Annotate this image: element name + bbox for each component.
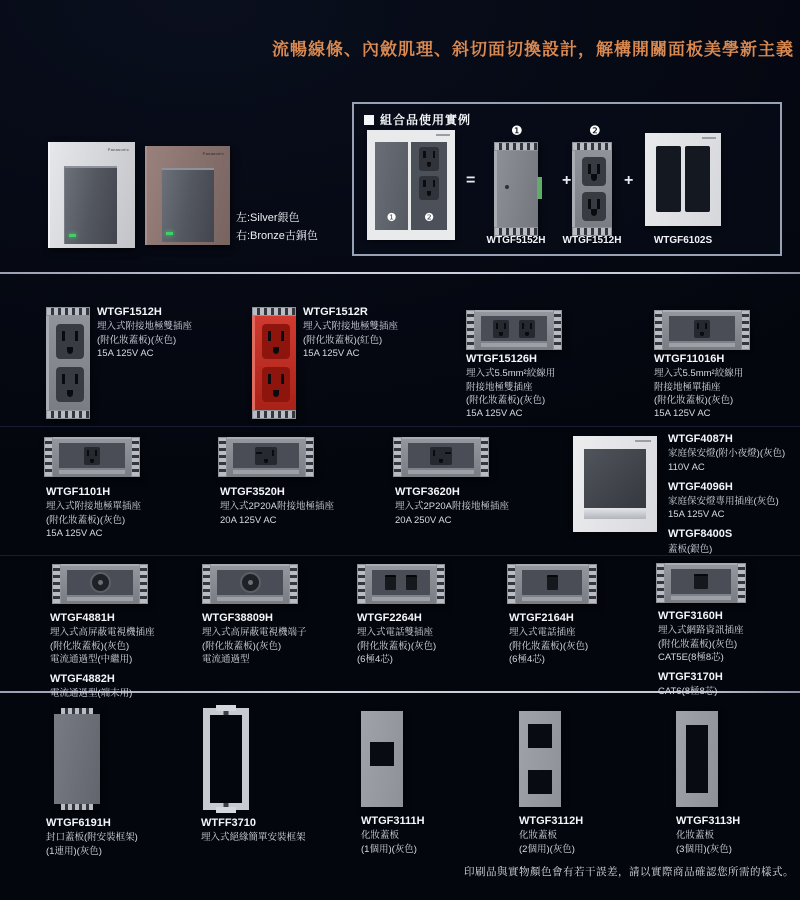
product-image-wtgf3112h <box>519 711 561 807</box>
product-label-wtgf2164h: WTGF2164H 埋入式電話插座 (附化妝蓋板)(灰色) (6極4芯) <box>509 612 589 665</box>
product-label-wtgf4881h-group: WTGF4881H 埋入式高屏蔽電視機插座 (附化妝蓋板)(灰色) 電流通過型(中繼用) WTGF4882H 電流通過型(端末用) <box>50 612 155 700</box>
separator-line <box>0 272 800 274</box>
bronze-panel-photo <box>145 146 230 245</box>
module-photo-wtgf5152h <box>494 142 538 236</box>
product-image-wtgf4881h <box>52 564 148 604</box>
product-image-wtgf11016h <box>654 310 750 350</box>
brand-mark <box>635 440 651 442</box>
plus-sign: + <box>562 172 572 189</box>
product-image-wtgf3620h <box>393 437 489 477</box>
brand-mark <box>436 134 450 136</box>
square-bullet-icon <box>364 115 374 125</box>
product-label-wtgf3160h-group: WTGF3160H 埋入式網路資訊插座 (附化妝蓋板)(灰色) CAT5E(8極8芯) WTGF3170H CAT6(8極8芯) <box>658 610 744 698</box>
brand-logo: Panasonic <box>107 147 129 152</box>
product-label-wtgf3113h: WTGF3113H 化妝蓋板 (3個用)(灰色) <box>676 815 741 855</box>
product-image-wtgf38809h <box>202 564 298 604</box>
brand-logo: Panasonic <box>202 151 224 156</box>
product-label-wtgf3112h: WTGF3112H 化妝蓋板 (2個用)(灰色) <box>519 815 584 855</box>
product-image-wtgf3111h <box>361 711 403 807</box>
product-image-wtgf2164h <box>507 564 597 604</box>
product-label-wtgf3520h: WTGF3520H 埋入式2P20A附接地極插座 20A 125V AC <box>220 486 335 526</box>
page-title: 流暢線條、內斂肌理、斜切面切換設計，解構開關面板美學新主義 <box>272 40 794 59</box>
badge-2: ❷ <box>424 212 434 224</box>
product-label-wtgf38809h: WTGF38809H 埋入式高屏蔽電視機端子 (附化妝蓋板)(灰色) 電流通過型 <box>202 612 307 665</box>
night-light-face <box>584 449 646 508</box>
plus-sign: + <box>624 172 634 189</box>
led-indicator <box>166 232 173 235</box>
combo-item-label: WTGF1512H <box>562 235 622 246</box>
product-label-wtgf1101h: WTGF1101H 埋入式附接地極單插座 (附化妝蓋板)(灰色) 15A 125V AC <box>46 486 142 539</box>
product-image-wtgf3113h <box>676 711 718 807</box>
product-image-wtgf2264h <box>357 564 445 604</box>
plate-photo-wtgf6102s <box>645 133 721 226</box>
product-image-wtgf1512h <box>46 307 90 419</box>
badge-1: ❶ <box>386 212 397 224</box>
product-label-wtgf4087h-group: WTGF4087H 家庭保安燈(附小夜燈)(灰色) 110V AC WTGF4096H 家庭保安燈專用插座(灰色) 15A 125V AC WTGF8400S 蓋板(銀色) <box>668 433 786 555</box>
combo-title: 組合品使用實例 <box>364 111 471 128</box>
combined-panel-photo <box>367 130 455 240</box>
product-image-wtgf3160h <box>656 563 746 603</box>
product-label-wtgf3111h: WTGF3111H 化妝蓋板 (1個用)(灰色) <box>361 815 425 855</box>
product-label-wtgf11016h: WTGF11016H 埋入式5.5mm²絞線用 附接地極單插座 (附化妝蓋板)(灰色) 15A 125V AC <box>654 353 744 419</box>
product-image-wtgf3520h <box>218 437 314 477</box>
product-label-wtgf2264h: WTGF2264H 埋入式電話雙插座 (附化妝蓋板)(灰色) (6極4芯) <box>357 612 437 665</box>
product-image-wtgf6191h <box>54 708 100 810</box>
product-label-wtgf15126h: WTGF15126H 埋入式5.5mm²絞線用 附接地極雙插座 (附化妝蓋板)(灰色) 15A 125V AC <box>466 353 556 419</box>
separator-line <box>0 426 800 427</box>
panel-color-caption <box>236 209 318 245</box>
product-image-wtgf1512r <box>252 307 296 419</box>
silver-panel-photo <box>48 142 135 248</box>
switch-rocker <box>161 168 214 242</box>
product-label-wtgf1512r: WTGF1512R 埋入式附接地極雙插座 (附化妝蓋板)(紅色) 15A 125V AC <box>303 306 399 359</box>
brand-mark <box>702 137 716 139</box>
product-label-wtff3710: WTFF3710 埋入式絕緣簡單安裝框架 <box>201 817 306 844</box>
combo-item-label: WTGF5152H <box>486 235 546 246</box>
module-photo-wtgf1512h <box>572 142 612 236</box>
caption-right: 右:Bronze古銅色 <box>236 230 318 243</box>
product-label-wtgf1512h: WTGF1512H 埋入式附接地極雙插座 (附化妝蓋板)(灰色) 15A 125V AC <box>97 306 193 359</box>
socket <box>419 176 439 200</box>
caption-left: 左:Silver銀色 <box>236 212 300 224</box>
badge-2: ❷ <box>589 123 601 138</box>
product-image-wtgf15126h <box>466 310 562 350</box>
combo-example-box <box>352 102 782 256</box>
product-image-wtgf1101h <box>44 437 140 477</box>
product-image-wtgf4087h <box>573 436 657 532</box>
blank-module <box>375 142 408 230</box>
product-image-wtff3710 <box>203 708 249 810</box>
product-label-wtgf6191h: WTGF6191H 封口蓋板(附安裝框架) (1連用)(灰色) <box>46 817 138 857</box>
combo-item-label: WTGF6102S <box>653 235 713 246</box>
badge-1: ❶ <box>511 123 523 138</box>
equals-sign: = <box>466 172 476 189</box>
light-diffuser <box>584 509 646 519</box>
led-indicator <box>69 234 76 237</box>
product-label-wtgf3620h: WTGF3620H 埋入式2P20A附接地極插座 20A 250V AC <box>395 486 510 526</box>
footer-disclaimer: 印刷品與實物顏色會有若干誤差，請以實際商品確認您所需的樣式。 <box>464 866 794 878</box>
outlet-module <box>411 142 447 230</box>
socket <box>419 147 439 171</box>
switch-rocker <box>64 166 117 244</box>
